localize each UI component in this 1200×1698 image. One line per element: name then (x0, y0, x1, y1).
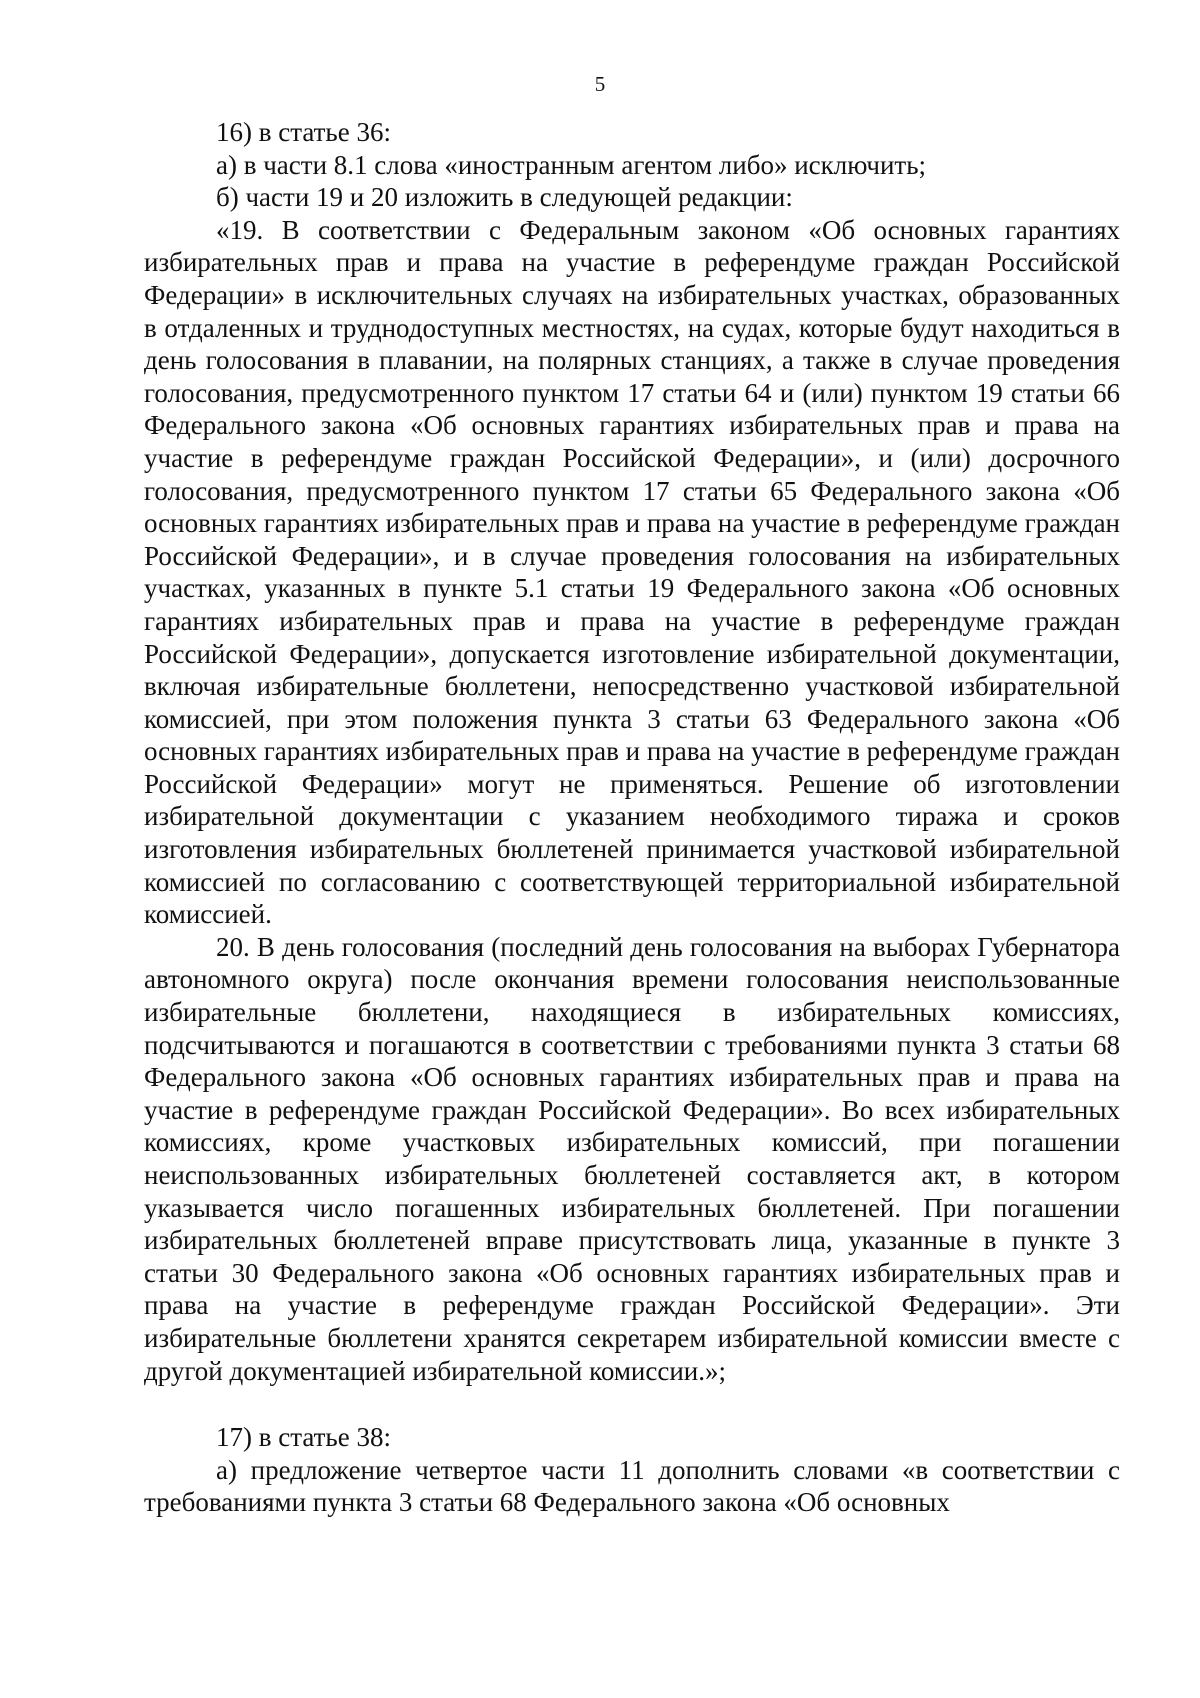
section-17-heading: 17) в статье 38: (216, 1422, 391, 1453)
paragraph-gap (144, 1387, 1120, 1421)
document-body (144, 116, 1120, 1519)
section-16-item-b: б) части 19 и 20 изложить в следующей редакции: (216, 182, 793, 213)
section-16-item-a: а) в части 8.1 слова «иностранным агентом либо» исключить; (216, 149, 927, 180)
paragraph-19: «19. В соответствии с Федеральным законом «Об основных гарантиях избирательных прав и права на участие в референдуме граждан Российской Федерации» в исключительных случаях на избирательных участках, образованных в отдаленных и труднодоступных местностях, на судах, которые будут находиться в день голосования в плавании, на полярных станциях, а также в случае проведения голосования, предусмотренного пунктом 17 статьи 64 и (или) пунктом 19 статьи 66 Федерального закона «Об основных гарантиях избирательных прав и права на участие в референдуме граждан Российской Федерации», и (или) досрочного голосования, предусмотренного пунктом 17 статьи 65 Федерального закона «Об основных гарантиях избирательных прав и права на участие в референдуме граждан Российской Федерации», и в случае проведения голосования на избирательных участках, указанных в пункте 5.1 статьи 19 Федерального закона «Об основных гарантиях избирательных прав и права на участие в референдуме граждан Российской Федерации», допускается изготовление избирательной документации, включая избирательные бюллетени, непосредственно участковой избирательной комиссией, при этом положения пункта 3 статьи 63 Федерального закона «Об основных гарантиях избирательных прав и права на участие в референдуме граждан Российской Федерации» могут не применяться. Решение об изготовлении избирательной документации с указанием необходимого тиража и сроков изготовления избирательных бюллетеней принимается участковой избирательной комиссией по согласованию с соответствующей территориальной избирательной комиссией. (144, 214, 1120, 930)
section-17-item-a: а) предложение четвертое части 11 дополнить словами «в соответствии с требованиями пункта 3 статьи 68 Федерального закона «Об основных (144, 1454, 1120, 1518)
paragraph-20: 20. В день голосования (последний день голосования на выборах Губернатора автономного округа) после окончания времени голосования неиспользованные избирательные бюллетени, находящиеся в избирательных комиссиях, подсчитываются и погашаются в соответствии с требованиями пункта 3 статьи 68 Федерального закона «Об основных гарантиях избирательных прав и права на участие в референдуме граждан Российской Федерации». Во всех избирательных комиссиях, кроме участковых избирательных комиссий, при погашении неиспользованных избирательных бюллетеней составляется акт, в котором указывается число погашенных избирательных бюллетеней. При погашении избирательных бюллетеней вправе присутствовать лица, указанные в пункте 3 статьи 30 Федерального закона «Об основных гарантиях избирательных прав и права на участие в референдуме граждан Российской Федерации». Эти избирательные бюллетени хранятся секретарем избирательной комиссии вместе с другой документацией избирательной комиссии.»; (144, 931, 1120, 1386)
section-16-heading: 16) в статье 36: (216, 117, 391, 147)
page-number: 5 (594, 72, 606, 96)
